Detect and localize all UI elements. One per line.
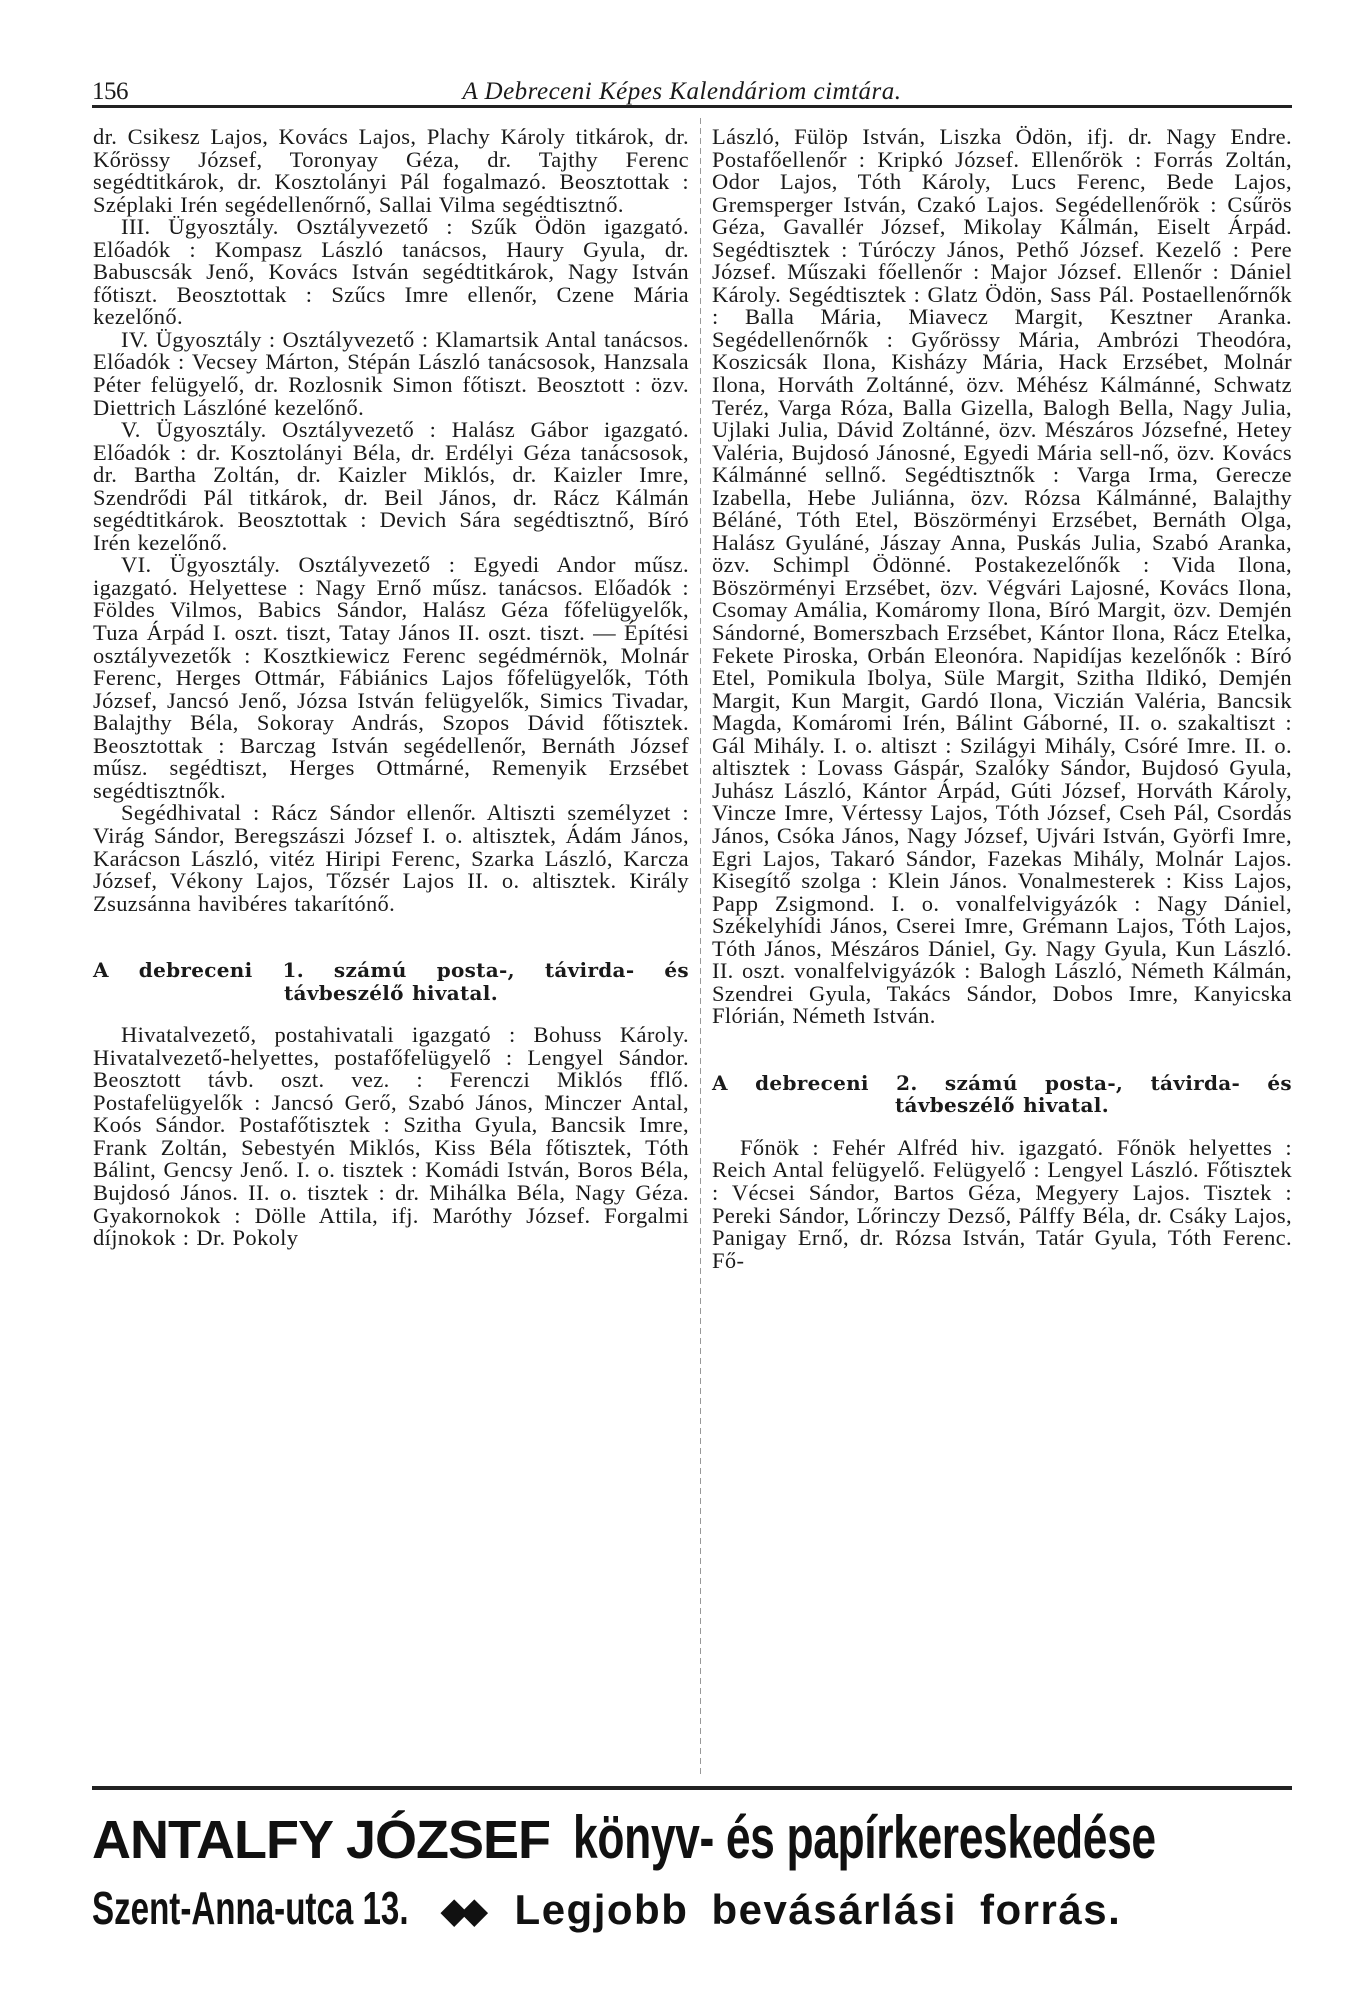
column-divider xyxy=(700,118,701,1778)
section-heading-post-office-1 xyxy=(93,959,689,1004)
running-title: A Debreceni Képes Kalendáriom cimtára. xyxy=(462,78,902,105)
paragraph: VI. Ügyosztály. Osztályvezető : Egyedi Andor műsz. igazgató. Helyettese : Nagy Ernő műsz. tanácsos. Előadók : Földes Vilmos, Babics Sándor, Halász Géza főfelügyelők, Tuza Árpád I. oszt. tiszt, Tatay János II. oszt. tiszt. — Építési osztályvezetők : Kosztkiewicz Ferenc segédmérnök, Molnár Ferenc, Herges Ottmár, Fábiánics Lajos főfelügyelők, Tóth József, Jancsó Jenő, Józsa István felügyelők, Simics Tivadar, Balajthy Béla, Sokoray András, Szopos Dávid főtisztek. Beosztottak : Barczag István segédellenőr, Bernáth József műsz. segédtiszt, Herges Ottmárné, Remenyik Erzsébet segédtisztnők. xyxy=(93,552,689,803)
paragraph: László, Fülöp István, Liszka Ödön, ifj. dr. Nagy Endre. Postafőellenőr : Kripkó József. Ellenőrök : Forrás Zoltán, Odor Lajos, Tóth Károly, Lucs Ferenc, Bede Lajos, Gremsperger István, Czakó Lajos. Segédellenőrök : Csűrös Géza, Gavallér József, Mikolay Kálmán, Eiselt Árpád. Segédtisztek : Túróczy János, Pethő József. Kezelő : Pere József. Műszaki főellenőr : Major József. Ellenőr : Dániel Károly. Segédtisztek : Glatz Ödön, Sass Pál. Postaellenőrnők : Balla Mária, Miavecz Margit, Kesztner Aranka. Segédellenőrnők : Győrössy Mária, Ambrózi Theodóra, Koszicsák Ilona, Kisházy Mária, Hack Erzsébet, Molnár Ilona, Horváth Zoltánné, özv. Méhész Kálmánné, Schwatz Teréz, Varga Róza, Balla Gizella, Balogh Bella, Nagy Julia, Ujlaki Julia, Dávid Zoltánné, özv. Mészáros Józsefné, Hetey Valéria, Bujdosó Jánosné, Egyedi Mária sell-nő, özv. Kovács Kálmánné sellnő. Segédtisztnők : Varga Irma, Gerecze Izabella, Hebe Juliánna, özv. Rózsa Kálmánné, Balajthy Béláné, Tóth Etel, Böszörményi Erzsébet, Bernáth Olga, Halász Gyuláné, Jászay Anna, Puskás Julia, Szabó Aranka, özv. Schimpl Ödönné. Postakezelőnők : Vida Ilona, Böszörményi Erzsébet, özv. Végvári Lajosné, Kovács Ilona, Csomay Amália, Komáromy Ilona, Bíró Margit, özv. Demjén Sándorné, Bomerszbach Erzsébet, Kántor Ilona, Rácz Etelka, Fekete Piroska, Orbán Eleonóra. Napidíjas kezelőnők : Bíró Etel, Pomikula Ibolya, Süle Margit, Szitha Ildikó, Demjén Margit, Kun Margit, Gardó Ilona, Viczián Valéria, Bancsik Magda, Komáromi Irén, Bálint Gáborné, II. o. szakaltiszt : Gál Mihály. I. o. altiszt : Szilágyi Mihály, Csóré Imre. II. o. altisztek : Lovass Gáspár, Szalóky Sándor, Bujdosó Gyula, Juhász László, Kántor Árpád, Gúti József, Horváth Károly, Vincze Imre, Vértessy Lajos, Tóth József, Cseh Pál, Csordás János, Csóka János, Nagy József, Ujvári István, Györfi Imre, Egri Lajos, Takaró Sándor, Fazekas Mihály, Molnár Lajos. Kisegítő szolga : Klein János. Vonalmesterek : Kiss Lajos, Papp Zsigmond. I. o. vonalfelvigyázók : Nagy Dániel, Székelyhídi János, Cserei Imre, Grémann Lajos, Tóth Lajos, Tóth János, Mészáros Dániel, Gy. Nagy Gyula, Kun László. II. oszt. vonalfelvigyázók : Balogh László, Németh Kálmán, Szendrei Gyula, Takács Sándor, Dobos Imre, Kanyicska Flórián, Németh István. xyxy=(712,124,1292,1029)
paragraph: Főnök : Fehér Alfréd hiv. igazgató. Főnök helyettes : Reich Antal felügyelő. Felügyelő : Lengyel László. Főtisztek : Vécsei Sándor, Bartos Géza, Megyery Lajos. Tisztek : Pereki Sándor, Lőrinczy Dezső, Pálffy Béla, dr. Csáky Lajos, Panigay Ernő, dr. Rózsa István, Tatár Gyula, Tóth Ferenc. Fő- xyxy=(712,1134,1292,1273)
footer-rule xyxy=(92,1786,1292,1790)
paragraph: IV. Ügyosztály : Osztályvezető : Klamartsik Antal tanácsos. Előadók : Vecsey Márton, Stépán László tanácsosok, Hanzsala Péter felügyelő, dr. Rozlosnik Simon főtiszt. Beosztott : özv. Diettrich Lászlóné kezelőnő. xyxy=(93,326,689,420)
section-heading-post-office-2 xyxy=(712,1072,1292,1117)
advertiser-trade: könyv- és papírkereskedése xyxy=(573,1804,1156,1871)
spacer xyxy=(93,1004,689,1024)
page-number: 156 xyxy=(92,78,128,105)
section-heading-line1: A debreceni 1. számú posta-, távirda- és xyxy=(93,958,689,983)
left-column xyxy=(93,126,689,1250)
advertisement-line1 xyxy=(92,1806,1292,1870)
page-header xyxy=(92,78,1292,108)
paragraph: Segédhivatal : Rácz Sándor ellenőr. Altiszti személyzet : Virág Sándor, Beregszászi József I. o. altisztek, Ádám János, Karácson László, vitéz Hiripi Ferenc, Szarka László, Karcza József, Vékony Lajos, Tőzsér Lajos II. o. altisztek. Király Zsuzsánna havibéres takarítónő. xyxy=(93,800,689,916)
advertiser-address: Szent-Anna-utca 13. xyxy=(92,1882,409,1934)
spacer xyxy=(712,1028,1292,1072)
advertiser-name: ANTALFY JÓZSEF xyxy=(92,1810,551,1870)
spacer xyxy=(712,1117,1292,1137)
right-column xyxy=(712,126,1292,1272)
advertisement-line2 xyxy=(92,1878,1292,1938)
paragraph: dr. Csikesz Lajos, Kovács Lajos, Plachy Károly titkárok, dr. Kőrössy József, Toronyay Géza, dr. Tajthy Ferenc segédtitkárok, dr. Kosztolányi Pál fogalmazó. Beosztottak : Széplaki Irén segédellenőrnő, Sallai Vilma segédtisztnő. xyxy=(93,124,689,217)
section-heading-line2: távbeszélő hivatal. xyxy=(284,980,498,1005)
section-heading-line2: távbeszélő hivatal. xyxy=(895,1093,1109,1118)
paragraph: V. Ügyosztály. Osztályvezető : Halász Gábor igazgató. Előadók : dr. Kosztolányi Béla, dr. Erdélyi Géza tanácsosok, dr. Bartha Zoltán, dr. Kaizler Miklós, dr. Kaizler Imre, Szendrődi Pál titkárok, dr. Beil János, dr. Rácz Kálmán segédtitkárok. Beosztottak : Devich Sára segédtisztnő, Bíró Irén kezelőnő. xyxy=(93,417,689,555)
spacer xyxy=(93,915,689,959)
advertiser-slogan: Legjobb bevásárlási forrás. xyxy=(514,1886,1122,1933)
header-rule xyxy=(92,105,1292,108)
paragraph: III. Ügyosztály. Osztályvezető : Szűk Ödön igazgató. Előadók : Kompasz László tanácsos, Haury Gyula, dr. Babuscsák Jenő, Kovács István segédtitkárok, Nagy István főtiszt. Beosztottak : Szűcs Imre ellenőr, Czene Mária kezelőnő. xyxy=(93,214,689,330)
diamond-ornament-icon: ◆◆ xyxy=(441,1892,482,1930)
section-heading-line1: A debreceni 2. számú posta-, távirda- és xyxy=(712,1070,1292,1095)
paragraph: Hivatalvezető, postahivatali igazgató : Bohuss Károly. Hivatalvezető-helyettes, postafőfelügyelő : Lengyel Sándor. Beosztott távb. oszt. vez. : Ferenczi Miklós fflő. Postafelügyelők : Jancsó Gerő, Szabó János, Minczer Antal, Koós Sándor. Postafőtisztek : Szitha Gyula, Bancsik Imre, Frank Zoltán, Sebestyén Miklós, Kiss Béla főtisztek, Tóth Bálint, Gencsy Jenő. I. o. tisztek : Komádi István, Boros Béla, Bujdosó János. II. o. tisztek : dr. Mihálka Béla, Nagy Géza. Gyakornokok : Dölle Attila, ifj. Maróthy József. Forgalmi díjnokok : Dr. Pokoly xyxy=(93,1022,689,1251)
